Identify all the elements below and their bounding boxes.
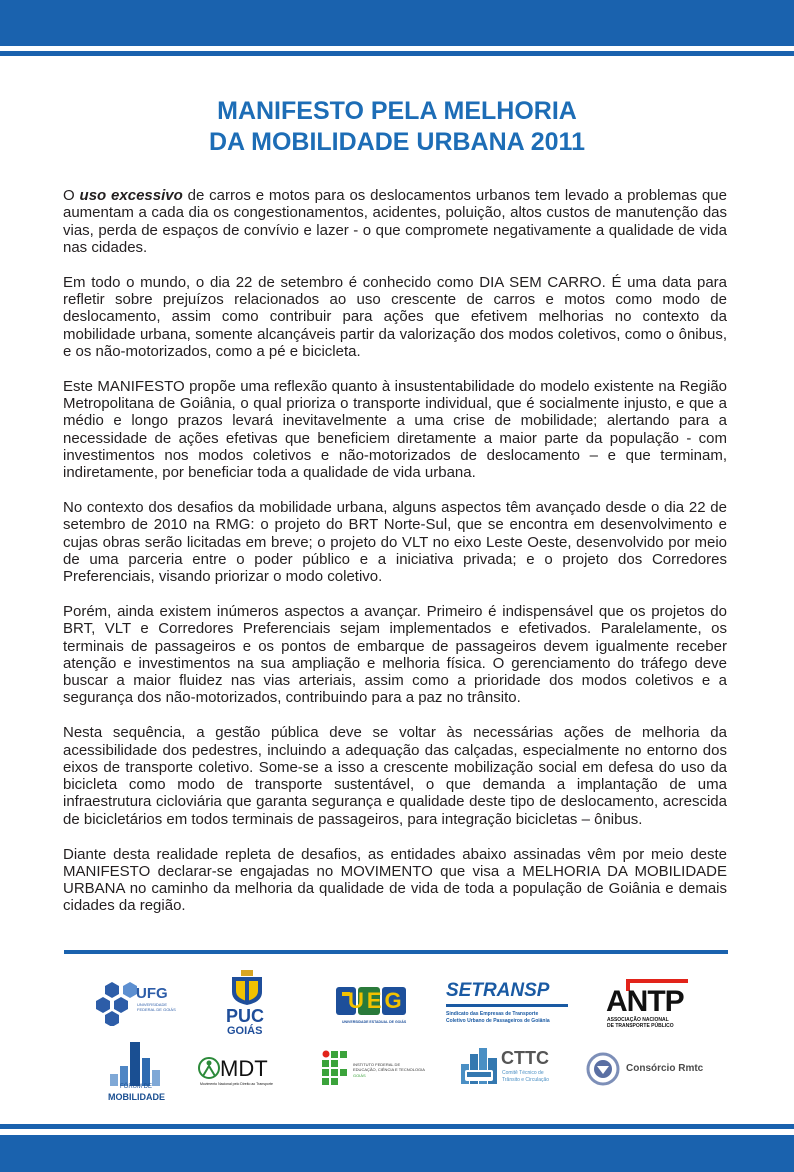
top-band [0,0,794,46]
ufg-sub-1: UNIVERSIDADE [137,1002,168,1007]
mdt-name: MDT [220,1056,268,1081]
mdt-figure-icon [198,1056,220,1080]
forum-line-2: MOBILIDADE [108,1092,165,1102]
page-title [0,96,794,158]
cttc-city-bus-icon [459,1046,499,1086]
if-line-2: EDUCAÇÃO, CIÊNCIA E TECNOLOGIA [353,1067,425,1072]
puc-line-1: PUC [226,1006,265,1026]
paragraph-1 [63,187,727,256]
forum-bars-icon [106,1040,164,1088]
ueg-sub: UNIVERSIDADE ESTADUAL DE GOIÁS [342,1020,407,1024]
paragraph-4: No contexto dos desafios da mobilidade urbana, alguns aspectos têm avançado desde o dia 22 de setembro de 2010 na RMG: o projeto do BRT Norte-Sul, que se encontra em desenvolvimento e cujas obras serão licitadas em breve; o projeto do VLT no eixo Leste Oeste, desenvolvido por meio de uma parceria entre o poder público e a iniciativa privada; e o projeto dos Corredores Preferenciais, visando priorizar o modo coletivo. [63,498,727,586]
paragraph-2: Em todo o mundo, o dia 22 de setembro é conhecido como DIA SEM CARRO. É uma data para refletir sobre prejuízos relacionados ao uso crescente de carros e motos como modo de deslocamento, assim como contribuir para ações que efetivem melhorias no contexto da mobilidade urbana, somente alcançáveis partir da valorização dos modos coletivos, como o ônibus, e os não-motorizados, como a pé e bicicleta. [63,273,727,360]
rmtc-circle-icon [586,1052,620,1086]
if-line-1: INSTITUTO FEDERAL DE [353,1062,401,1067]
consorcio-rmtc-logo [586,1052,704,1086]
paragraph-5: Porém, ainda existem inúmeros aspectos a avançar. Primeiro é indispensável que os projetos do BRT, VLT e Corredores Preferenciais sejam implementados e efetivados. Paralelamente, os terminais de passageiros e os pontos de embarque de passageiros devem igualmente receber atenção e investimentos na sua ampliação e melhoria física. O gerenciamento do tráfego deve buscar a maior fluidez nas vias arteriais, assim como a prioridade dos modos coletivos e a segurança dos não-motorizados, contribuindo para a paz no trânsito. [63,602,727,707]
top-rule [0,51,794,56]
setransp-sub-1: Sindicato das Empresas de Transporte [446,1011,539,1017]
antp-sub-2: DE TRANSPORTE PÚBLICO [607,1023,674,1029]
ufg-sub-2: FEDERAL DE GOIÁS [137,1007,176,1012]
if-grid-icon [322,1050,350,1086]
puc-goias-logo [224,970,270,1040]
title-line-1: MANIFESTO PELA MELHORIA [217,97,577,125]
setransp-underline-icon [446,1004,568,1008]
mdt-sub: Movimento Nacional pelo Direito ao Transporte [200,1082,273,1086]
cttc-sub-1: Comitê Técnico de [502,1070,544,1076]
if-line-3: GOIÁS [353,1073,366,1078]
ufg-logo [94,980,184,1030]
logos-separator [64,950,728,954]
rmtc-name: Consórcio Rmtc [626,1063,704,1074]
ueg-logo [334,984,410,1028]
antp-name: ANTP [606,985,684,1018]
antp-sub-1: ASSOCIAÇÃO NACIONAL [607,1017,669,1023]
setransp-sub-2: Coletivo Urbano de Passageiros de Goiânia [446,1018,550,1024]
cttc-name: CTTC [501,1048,549,1068]
instituto-federal-logo [322,1050,425,1090]
cttc-sub-2: Trânsito e Circulação [502,1077,550,1083]
paragraph-1-text: de carros e motos para os deslocamentos urbanos tem levado a problemas que aumentam a cada dia os congestionamentos, acidentes, poluição, altos custos de manutenção das vias, perda de espaços de convívio e lazer - o que compromete negativamente a qualidade de vida nas cidades. [63,187,727,256]
puc-crest-icon [224,970,270,1006]
bottom-rule [0,1124,794,1129]
setransp-logo [446,980,570,1030]
bottom-band [0,1135,794,1172]
paragraph-7: Diante desta realidade repleta de desafios, as entidades abaixo assinadas vêm por meio deste MANIFESTO declarar-se engajadas no MOVIMENTO que visa a MELHORIA DA MOBILIDADE URBANA no caminho da melhoria da qualidade de vida de toda a população de Goiânia e demais cidades da região. [63,845,727,915]
ueg-name: UEG [348,988,405,1013]
puc-line-2: GOIÁS [227,1025,263,1037]
paragraph-1-emphasis: uso excessivo [79,187,183,204]
paragraph-3: Este MANIFESTO propõe uma reflexão quanto à insustentabilidade do modelo existente na Região Metropolitana de Goiânia, o qual prioriza o transporte individual, que é socialmente injusto, e que a médio e longo prazos levará inevitavelmente a uma crise de mobilidade; alertando para a necessidade de ações efetivas que beneficiem diretamente a maior parte da população - com investimentos nos modos coletivos e não-motorizados de deslocamento – e que terminam, indiretamente, por beneficiar toda a qualidade de vida urbana. [63,377,727,482]
forum-mobilidade-logo [106,1040,164,1106]
ufg-name: UFG [136,985,168,1002]
paragraph-6: Nesta sequência, a gestão pública deve se voltar às necessárias ações de melhoria da acessibilidade dos pedestres, incluindo a adequação das calçadas, especialmente no entorno dos eixos de transporte coletivo. Some-se a isso a crescente mobilização social em defesa do uso da bicicleta como modo de transporte sustentável, o que demanda a implantação de uma infraestrutura cicloviária que garanta segurança e qualidade deste tipo de deslocamento, acrescida de bicicletários em todos terminais de passageiros, para integração bicicletas – ônibus. [63,724,727,828]
mdt-logo [198,1056,290,1088]
title-line-2: DA MOBILIDADE URBANA 2011 [209,128,585,156]
forum-line-1: FÓRUM DE [120,1084,152,1090]
paragraph-1-lead: O [63,187,80,204]
manifesto-body [63,187,727,932]
setransp-name: SETRANSP [446,980,550,1001]
antp-logo [606,979,690,1029]
cttc-logo [459,1046,559,1088]
